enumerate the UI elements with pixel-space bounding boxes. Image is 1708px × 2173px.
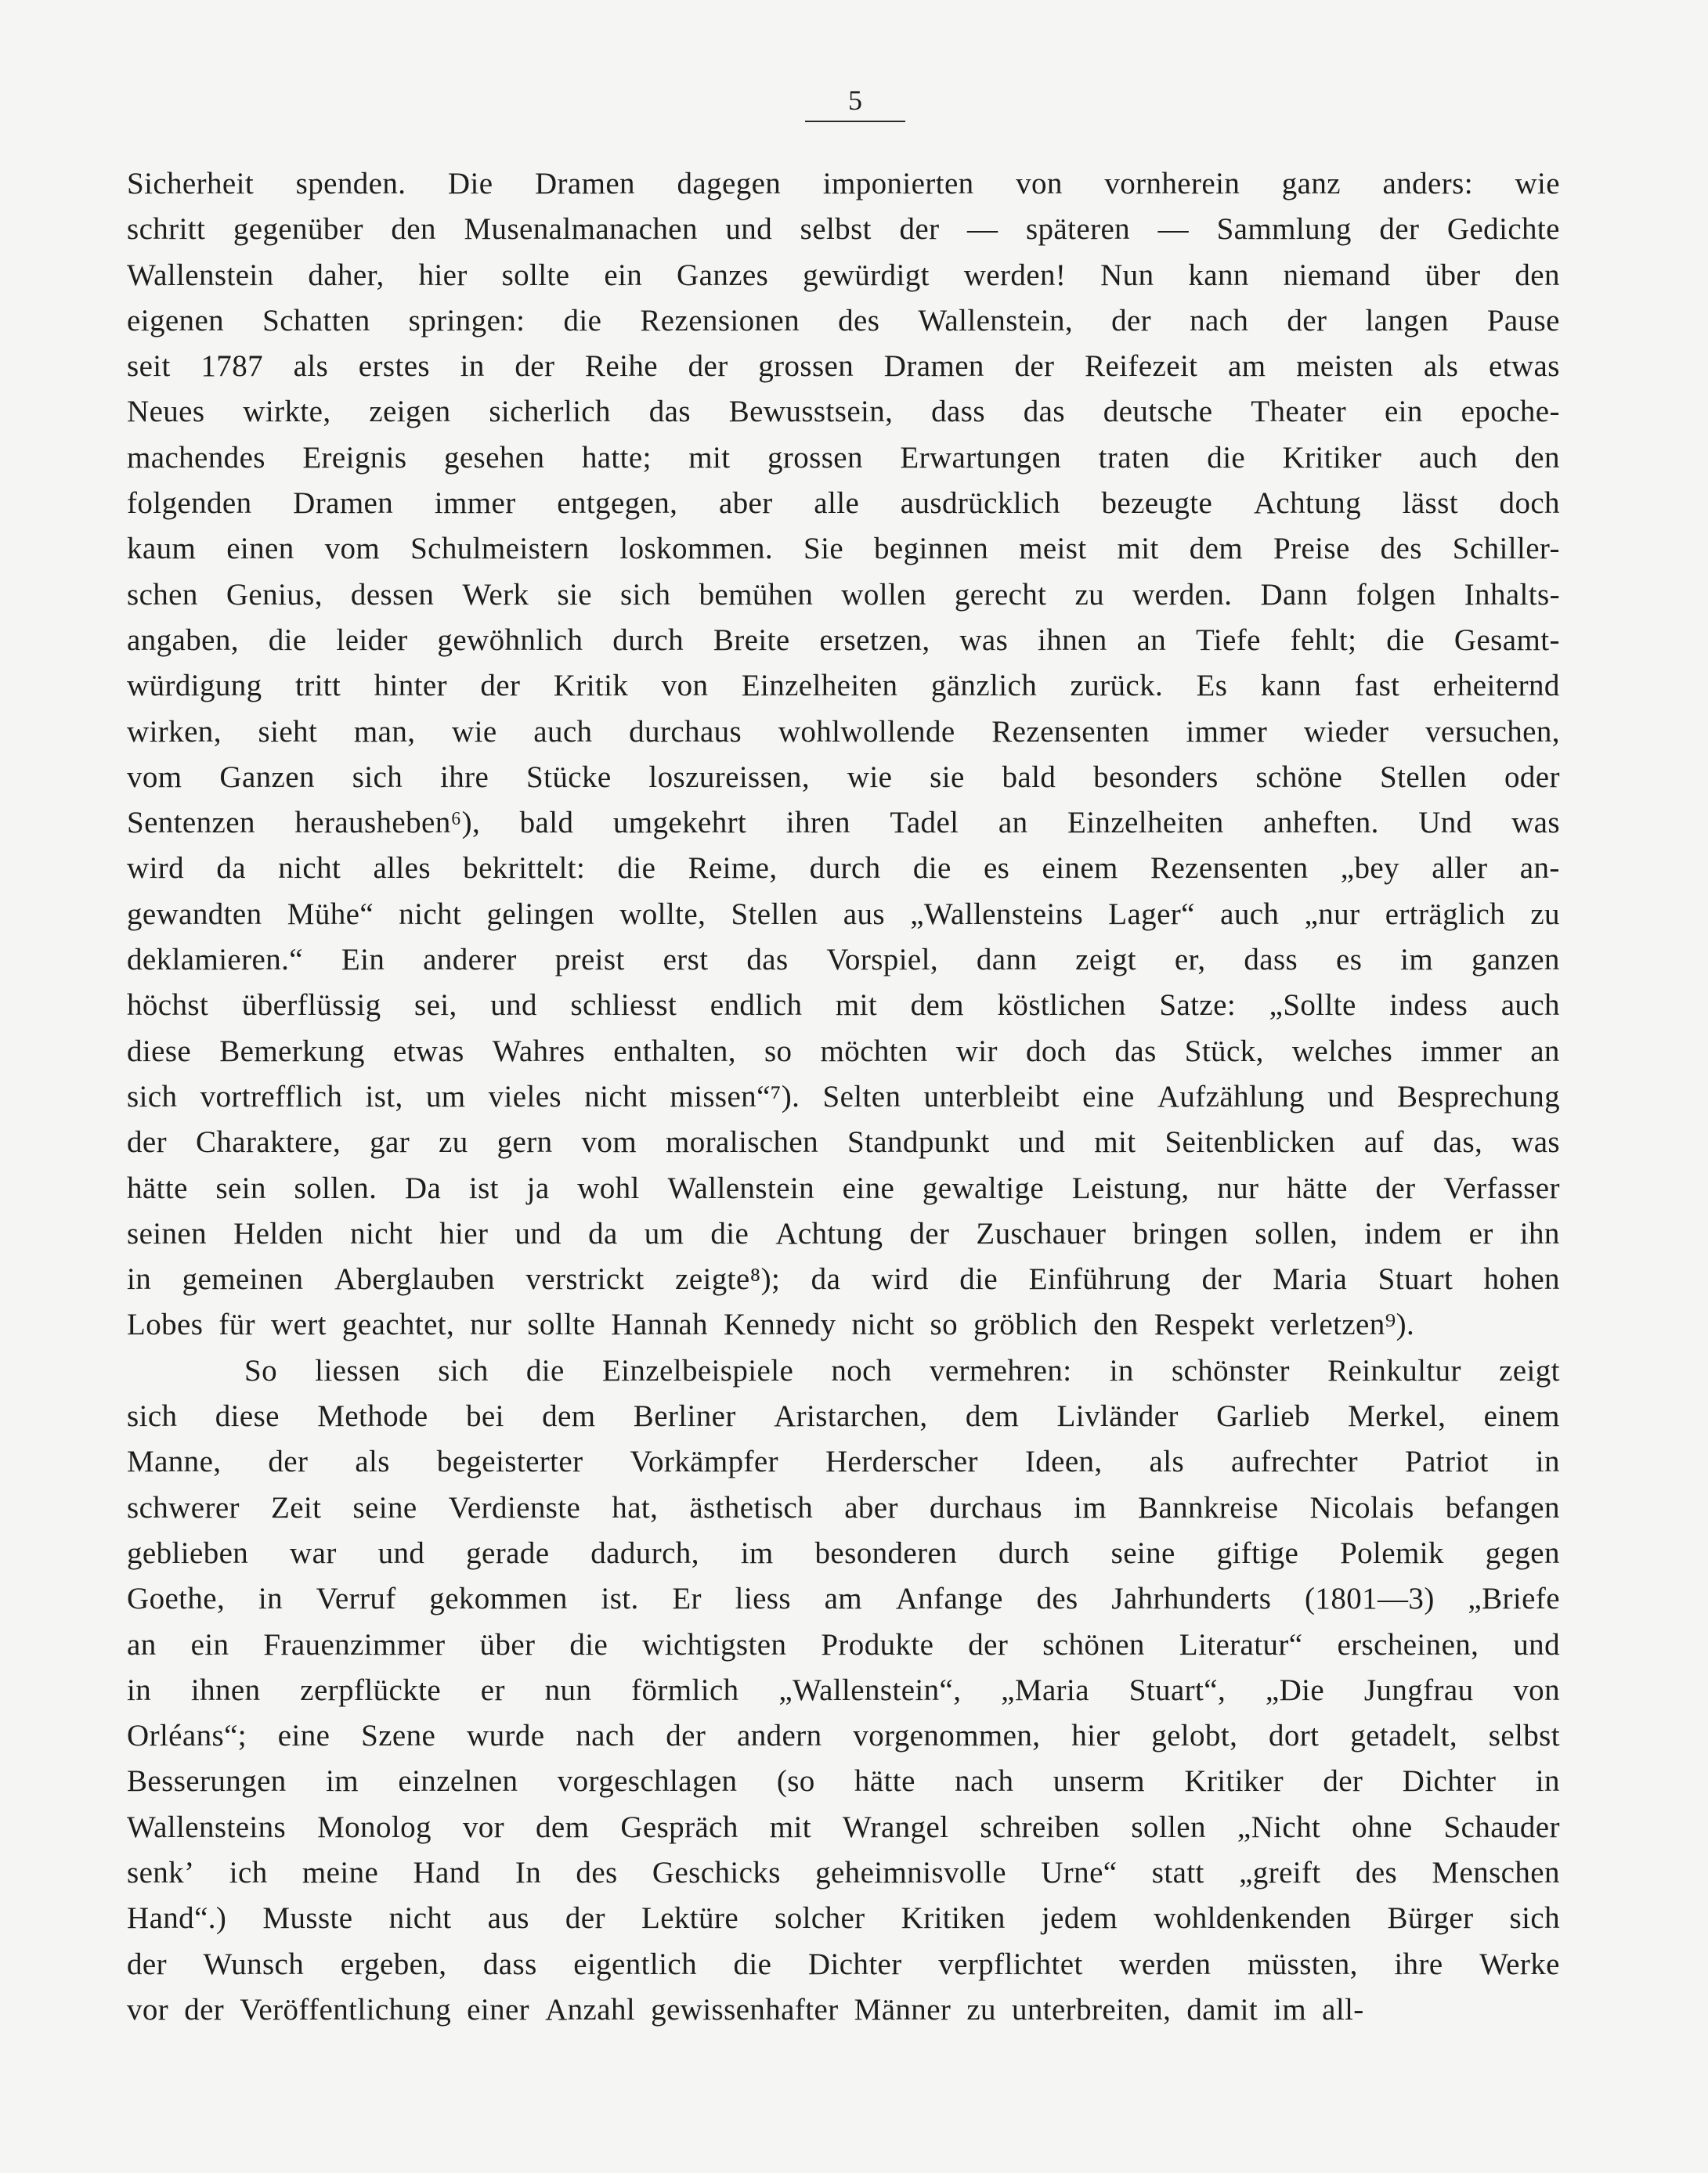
text-line: diese Bemerkung etwas Wahres enthalten, so möchten wir doch das Stück, welches immer an bbox=[127, 1034, 1560, 1068]
text-line: seit 1787 als erstes in der Reihe der grossen Dramen der Reifezeit am meisten als etwas bbox=[127, 349, 1560, 384]
text-line: schritt gegenüber den Musenalmanachen und selbst der — späteren — Sammlung der Gedichte bbox=[127, 212, 1560, 247]
text-line: senk’ ich meine Hand In des Geschicks geheimnisvolle Urne“ statt „greift des Menschen bbox=[127, 1855, 1560, 1890]
text-line: der Charaktere, gar zu gern vom moralischen Standpunkt und mit Seitenblicken auf das, was bbox=[127, 1125, 1560, 1160]
text-line: Hand“.) Musste nicht aus der Lektüre solcher Kritiken jedem wohldenkenden Bürger sich bbox=[127, 1901, 1560, 1936]
text-line: würdigung tritt hinter der Kritik von Einzelheiten gänzlich zurück. Es kann fast erheiternd bbox=[127, 669, 1560, 703]
text-line: wird da nicht alles bekrittelt: die Reime, durch die es einem Rezensenten „bey aller an- bbox=[127, 851, 1560, 886]
text-line: sich diese Methode bei dem Berliner Aristarchen, dem Livländer Garlieb Merkel, einem bbox=[127, 1399, 1560, 1434]
text-line: der Wunsch ergeben, dass eigentlich die Dichter verpflichtet werden müssten, ihre Werke bbox=[127, 1947, 1560, 1981]
text-line: sich vortrefflich ist, um vieles nicht missen“⁷). Selten unterbleibt eine Aufzählung und Besprechung bbox=[127, 1079, 1560, 1114]
text-line: Besserungen im einzelnen vorgeschlagen (so hätte nach unserm Kritiker der Dichter in bbox=[127, 1764, 1560, 1799]
body-text bbox=[127, 161, 1560, 2033]
text-line: Wallensteins Monolog vor dem Gespräch mit Wrangel schreiben sollen „Nicht ohne Schauder bbox=[127, 1810, 1560, 1844]
text-line: Wallenstein daher, hier sollte ein Ganzes gewürdigt werden! Nun kann niemand über den bbox=[127, 258, 1560, 292]
text-line: So liessen sich die Einzelbeispiele noch vermehren: in schönster Reinkultur zeigt bbox=[244, 1353, 1560, 1388]
text-line: Neues wirkte, zeigen sicherlich das Bewusstsein, dass das deutsche Theater ein epoche- bbox=[127, 395, 1560, 429]
text-line: folgenden Dramen immer entgegen, aber alle ausdrücklich bezeugte Achtung lässt doch bbox=[127, 486, 1560, 521]
text-line: Orléans“; eine Szene wurde nach der andern vorgenommen, hier gelobt, dort getadelt, selbst bbox=[127, 1719, 1560, 1753]
text-line: seinen Helden nicht hier und da um die Achtung der Zuschauer bringen sollen, indem er ihn bbox=[127, 1216, 1560, 1251]
text-line: in ihnen zerpflückte er nun förmlich „Wallenstein“, „Maria Stuart“, „Die Jungfrau von bbox=[127, 1673, 1560, 1707]
text-line: angaben, die leider gewöhnlich durch Breite ersetzen, was ihnen an Tiefe fehlt; die Gesamt- bbox=[127, 623, 1560, 657]
text-line: schen Genius, dessen Werk sie sich bemühen wollen gerecht zu werden. Dann folgen Inhalts- bbox=[127, 577, 1560, 612]
text-line: geblieben war und gerade dadurch, im besonderen durch seine giftige Polemik gegen bbox=[127, 1536, 1560, 1570]
text-line: Lobes für wert geachtet, nur sollte Hannah Kennedy nicht so gröblich den Respekt verletzen⁹). bbox=[127, 1308, 1415, 1342]
text-line: kaum einen vom Schulmeistern loskommen. Sie beginnen meist mit dem Preise des Schiller- bbox=[127, 532, 1560, 566]
text-line: machendes Ereignis gesehen hatte; mit grossen Erwartungen traten die Kritiker auch den bbox=[127, 440, 1560, 475]
text-line: hätte sein sollen. Da ist ja wohl Wallenstein eine gewaltige Leistung, nur hätte der Verfasser bbox=[127, 1171, 1560, 1205]
paragraph bbox=[127, 161, 1560, 1348]
text-line: Manne, der als begeisterter Vorkämpfer Herderscher Ideen, als aufrechter Patriot in bbox=[127, 1445, 1560, 1479]
text-line: höchst überflüssig sei, und schliesst endlich mit dem köstlichen Satze: „Sollte indess auch bbox=[127, 988, 1560, 1023]
text-line: Sicherheit spenden. Die Dramen dagegen imponierten von vornherein ganz anders: wie bbox=[127, 167, 1560, 200]
text-line: vom Ganzen sich ihre Stücke loszureissen, wie sie bald besonders schöne Stellen oder bbox=[127, 760, 1560, 794]
text-line: eigenen Schatten springen: die Rezensionen des Wallenstein, der nach der langen Pause bbox=[127, 303, 1560, 338]
paragraph bbox=[127, 1348, 1560, 2033]
text-line: deklamieren.“ Ein anderer preist erst das Vorspiel, dann zeigt er, dass es im ganzen bbox=[127, 943, 1560, 977]
text-line: schwerer Zeit seine Verdienste hat, ästhetisch aber durchaus im Bannkreise Nicolais befangen bbox=[127, 1490, 1560, 1525]
text-line: Goethe, in Verruf gekommen ist. Er liess am Anfange des Jahrhunderts (1801—3) „Briefe bbox=[127, 1582, 1560, 1616]
text-line: an ein Frauenzimmer über die wichtigsten Produkte der schönen Literatur“ erscheinen, und bbox=[127, 1627, 1560, 1662]
text-line: wirken, sieht man, wie auch durchaus wohlwollende Rezensenten immer wieder versuchen, bbox=[127, 714, 1560, 749]
text-line: vor der Veröffentlichung einer Anzahl gewissenhafter Männer zu unterbreiten, damit im all- bbox=[127, 1992, 1364, 2027]
text-line: gewandten Mühe“ nicht gelingen wollte, Stellen aus „Wallensteins Lager“ auch „nur erträglich zu bbox=[127, 897, 1560, 931]
page-number: 5 bbox=[805, 81, 905, 122]
text-line: Sentenzen herausheben⁶), bald umgekehrt ihren Tadel an Einzelheiten anheften. Und was bbox=[127, 806, 1560, 840]
text-line: in gemeinen Aberglauben verstrickt zeigte⁸); da wird die Einführung der Maria Stuart hohen bbox=[127, 1262, 1560, 1297]
